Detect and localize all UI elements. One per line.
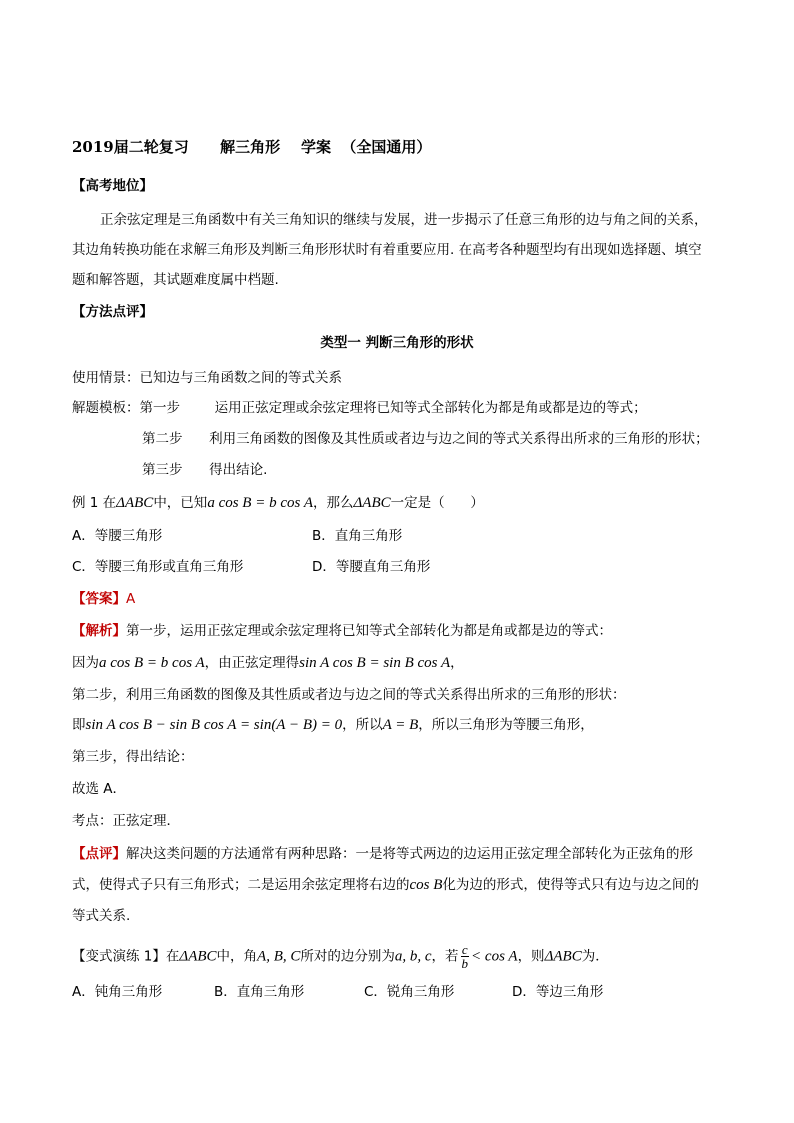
step-2-text: 利用三角函数的图像及其性质或者边与边之间的等式关系得出所求的三角形的形状；	[209, 431, 709, 447]
difference-equation: sin A cos B − sin B cos A = sin(A − B) = 0	[85, 717, 343, 733]
example-equation: a cos B = b cos A	[207, 495, 313, 511]
variant-angles: A, B, C	[257, 948, 301, 965]
variant-mid2: 所对的边分别为	[300, 948, 395, 965]
variant-triangle-2: ΔABC	[544, 948, 582, 965]
example-prefix: 例 1 在	[72, 495, 117, 511]
example-mid: 中，已知	[153, 495, 208, 511]
variant-option-d: D．等边三角形	[512, 984, 604, 1000]
variant-question	[72, 943, 609, 970]
triangle-symbol: ΔABC	[116, 495, 154, 511]
type-heading: 类型一 判断三角形的形状	[320, 335, 474, 351]
option-b: B．直角三角形	[312, 528, 403, 544]
option-d: D．等腰直角三角形	[312, 559, 431, 575]
doc-title	[72, 138, 431, 156]
intro-line-3: 题和解答题，其试题难度属中档题.	[72, 272, 279, 288]
comment-line-3: 等式关系.	[72, 908, 131, 924]
analysis-line-2: 第二步，利用三角函数的图像及其性质或者边与边之间的等式关系得出所求的三角形的形状：	[72, 687, 626, 703]
title-year: 2019	[72, 138, 114, 156]
template-step-3	[142, 461, 267, 479]
intro-line-2: 其边角转换功能在求解三角形及判断三角形形状时有着重要应用. 在高考各种题型均有出现如选择题、填空	[72, 242, 702, 258]
analysis-because	[72, 654, 464, 672]
section-exam-position: 【高考地位】	[72, 178, 153, 194]
kaodian-line: 考点：正弦定理．	[72, 813, 180, 829]
because-text: 因为	[72, 655, 99, 671]
comment-label: 【点评】	[72, 846, 126, 862]
variant-inequality: < cos A	[471, 948, 518, 965]
comment-line-1	[72, 845, 693, 863]
intro-line-1: 正余弦定理是三角函数中有关三角知识的继续与发展，进一步揭示了任意三角形的边与角之间的关系，	[100, 212, 708, 228]
option-c: C．等腰三角形或直角三角形	[72, 559, 244, 575]
variant-end: 为．	[581, 948, 609, 965]
example-end: 一定是（ ）	[390, 495, 484, 511]
triangle-symbol-2: ΔABC	[353, 495, 391, 511]
answer-value: A	[126, 591, 136, 607]
sine-equation: sin A cos B = sin B cos A	[299, 655, 451, 671]
answer-label: 【答案】	[72, 591, 126, 607]
analysis-line-3: 第三步，得出结论：	[72, 749, 194, 765]
step-3-text: 得出结论.	[209, 462, 268, 478]
option-a: A．等腰三角形	[72, 528, 163, 544]
fraction-c-over-b	[461, 943, 470, 970]
so-isosceles-text: ，所以三角形为等腰三角形，	[418, 717, 594, 733]
title-text: 届二轮复习 解三角形 学案 （全国通用）	[113, 138, 432, 156]
variant-then: ，则	[517, 948, 545, 965]
so-text: ，所以	[342, 717, 383, 733]
analysis-step-1: 第一步，运用正弦定理或余弦定理将已知等式全部转化为都是角或都是边的等式：	[126, 623, 612, 639]
variant-mid: 中，角	[216, 948, 258, 965]
comment-text-2a: 式，使得式子只有三角形式；二是运用余弦定理将右边的	[72, 877, 410, 893]
variant-option-c: C．锐角三角形	[364, 984, 455, 1000]
comma-text: ，	[450, 655, 464, 671]
ji-text: 即	[72, 717, 86, 733]
example-1-question	[72, 494, 484, 512]
template-label: 解题模板：第一步	[72, 400, 180, 416]
variant-sides: a, b, c	[394, 948, 432, 965]
cosb-math: cos B	[409, 877, 443, 893]
fraction-denominator: b	[461, 956, 469, 971]
step-2-label: 第二步	[142, 431, 183, 447]
by-sine-text: ，由正弦定理得	[204, 655, 300, 671]
template-step-2	[142, 430, 709, 448]
analysis-ji	[72, 716, 594, 734]
analysis-label: 【解析】	[72, 623, 126, 639]
variant-if: ，若	[431, 948, 459, 965]
example-mid2: ，那么	[312, 495, 354, 511]
comment-text-1: 解决这类问题的方法通常有两种思路：一是将等式两边的边运用正弦定理全部转化为正弦角的形	[126, 846, 693, 862]
answer-line	[72, 590, 135, 608]
choose-line: 故选 A．	[72, 781, 127, 797]
a-equals-b: A = B	[382, 717, 419, 733]
variant-option-a: A．钝角三角形	[72, 984, 163, 1000]
given-equation: a cos B = b cos A	[99, 655, 205, 671]
variant-option-b: B．直角三角形	[214, 984, 305, 1000]
step-1-text: 运用正弦定理或余弦定理将已知等式全部转化为都是角或都是边的等式；	[214, 400, 647, 416]
variant-label: 【变式演练 1】在	[72, 948, 180, 965]
section-method-review: 【方法点评】	[72, 304, 153, 320]
fraction-numerator: c	[461, 942, 468, 957]
variant-triangle: ΔABC	[179, 948, 217, 965]
usage-line: 使用情景：已知边与三角函数之间的等式关系	[72, 370, 342, 386]
step-3-label: 第三步	[142, 462, 183, 478]
template-step-1	[72, 399, 647, 417]
comment-text-2b: 化为边的形式，使得等式只有边与边之间的	[442, 877, 699, 893]
analysis-line-1	[72, 622, 612, 640]
comment-line-2	[72, 876, 699, 894]
